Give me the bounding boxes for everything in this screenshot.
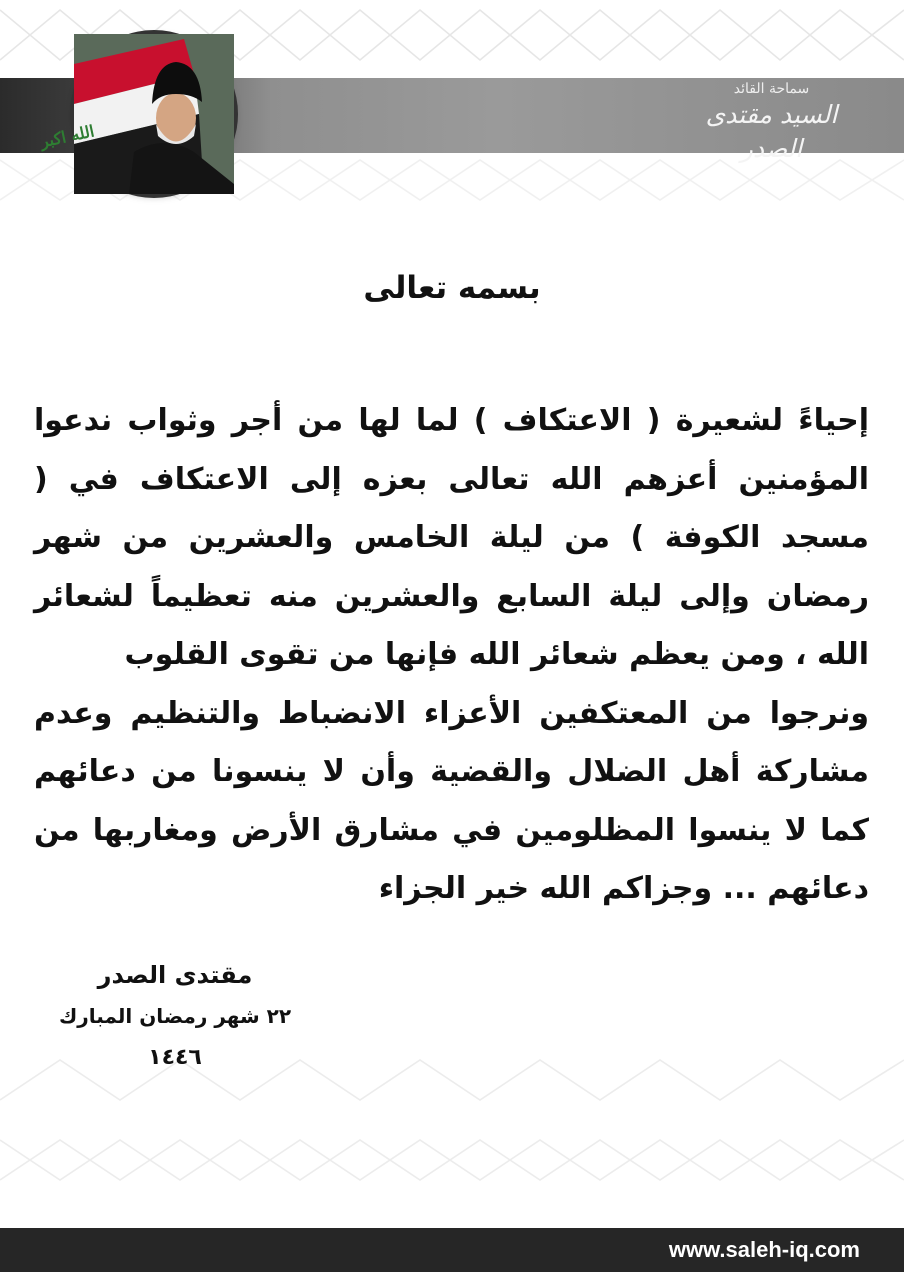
footer-url-link[interactable]: www.saleh-iq.com xyxy=(668,1237,860,1262)
calligraphy-logo xyxy=(679,80,864,163)
portrait-avatar xyxy=(38,34,234,194)
background-pattern-bottom xyxy=(0,1060,904,1230)
logo-line2: السيد مقتدى الصدر xyxy=(705,100,838,163)
statement-paragraph-2: ونرجوا من المعتكفين الأعزاء الانضباط والتنظيم وعدم مشاركة أهل الضلال والقضية وأن لا ينسونا من دعائهم كما لا ينسوا المظلومين في مشارق الأرض ومغاربها من دعائهم ... وجزاكم الله خير الجزاء xyxy=(34,695,869,906)
page-title: بسمه تعالى xyxy=(363,270,541,306)
signature-block xyxy=(40,955,310,1079)
statement-paragraph-1: إحياءً لشعيرة ( الاعتكاف ) لما لها من أجر وثواب ندعوا المؤمنين أعزهم الله تعالى بعزه إلى الاعتكاف في ( مسجد الكوفة ) من ليلة الخامس والعشرين من شهر رمضان وإلى ليلة السابع والعشرين منه تعظيماً لشعائر الله ، ومن يعظم شعائر الله فإنها من تقوى القلوب xyxy=(34,403,869,672)
signature-date: ٢٢ شهر رمضان المبارك xyxy=(58,1004,292,1028)
signature-year: ١٤٤٦ xyxy=(148,1045,202,1070)
signature-name: مقتدى الصدر xyxy=(97,961,253,989)
portrait-image xyxy=(38,34,234,194)
statement-body xyxy=(34,392,869,919)
logo-line1: سماحة القائد xyxy=(733,81,810,97)
portrait-flag-text: الله اكبر xyxy=(38,121,96,152)
